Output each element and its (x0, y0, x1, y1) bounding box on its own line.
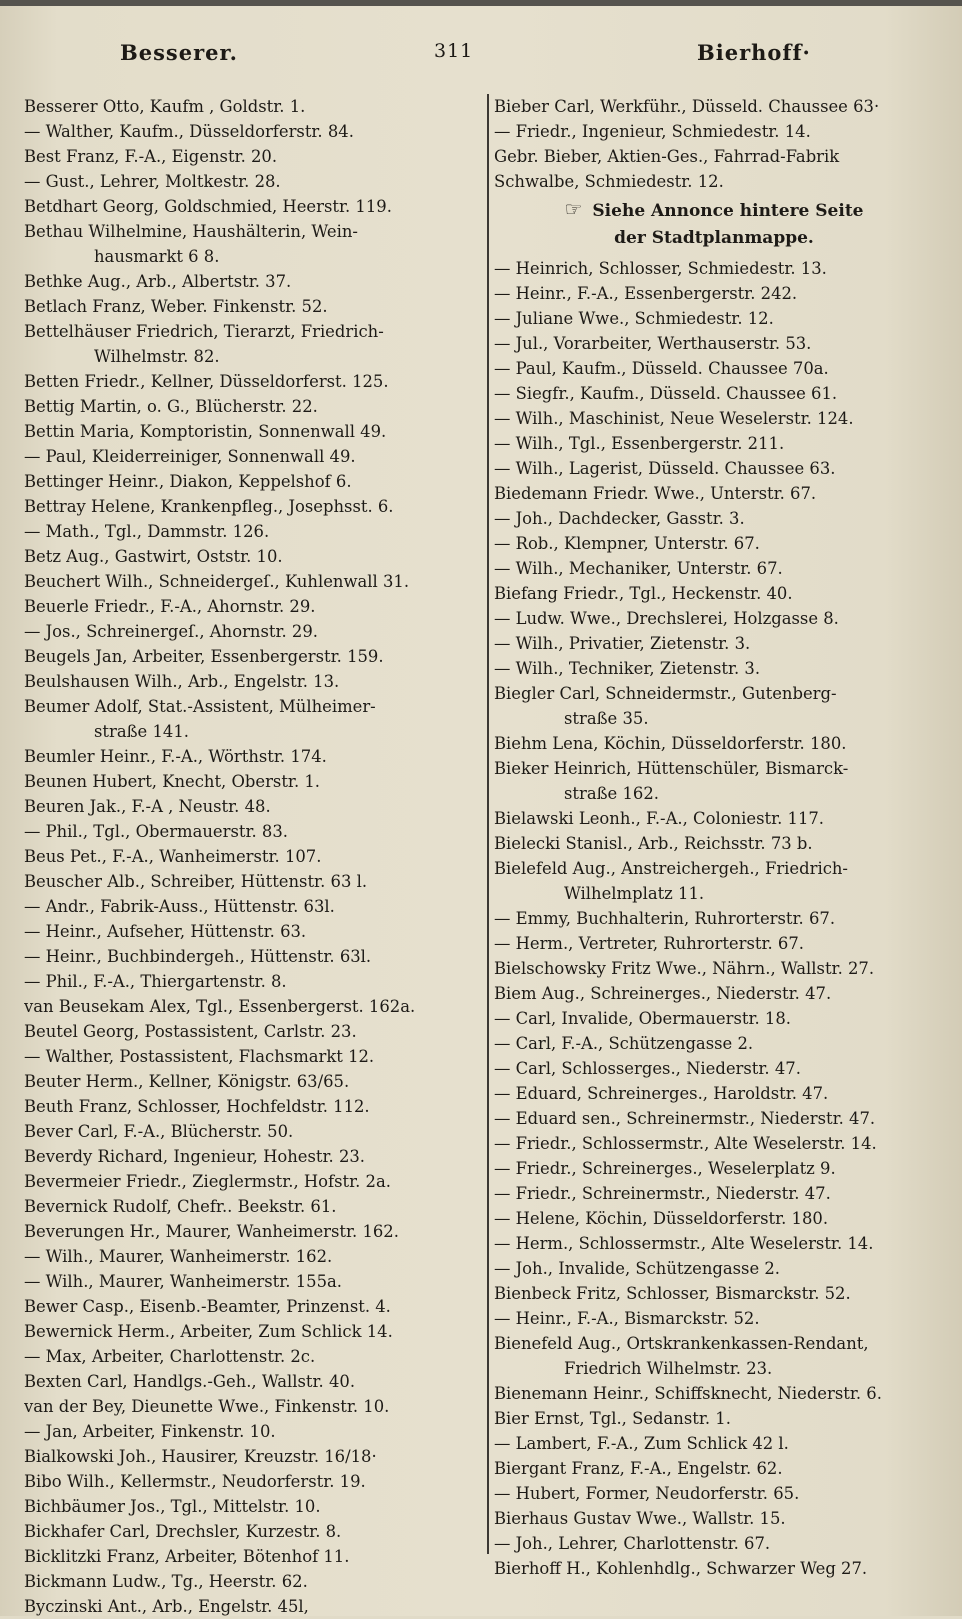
directory-entry: Byczinski Ant., Arb., Engelstr. 45l, (24, 1597, 309, 1616)
directory-entry: Beuter Herm., Kellner, Königstr. 63/65. (24, 1072, 350, 1091)
directory-entry: Beumer Adolf, Stat.-Assistent, Mülheimer- (24, 697, 376, 716)
directory-entry: Biegler Carl, Schneidermstr., Gutenberg- (494, 684, 837, 703)
directory-entry: Beutel Georg, Postassistent, Carlstr. 23. (24, 1022, 357, 1041)
directory-entry: — Rob., Klempner, Unterstr. 67. (494, 534, 760, 553)
directory-entry: Beus Pet., F.-A., Wanheimerstr. 107. (24, 847, 322, 866)
directory-entry: Bettig Martin, o. G., Blücherstr. 22. (24, 397, 318, 416)
right-column (494, 94, 934, 1581)
directory-entry: Bethau Wilhelmine, Haushälterin, Wein- (24, 222, 358, 241)
directory-entry: — Herm., Schlossermstr., Alte Weselerstr. 14. (494, 1234, 874, 1253)
directory-entry: — Carl, F.-A., Schützengasse 2. (494, 1034, 754, 1053)
directory-entry: — Wilh., Tgl., Essenbergerstr. 211. (494, 434, 785, 453)
header-right-keyword: Bierhoff· (697, 40, 811, 65)
directory-entry: — Wilh., Maschinist, Neue Weselerstr. 124. (494, 409, 854, 428)
directory-entry: Biefang Friedr., Tgl., Heckenstr. 40. (494, 584, 793, 603)
directory-entry: — Walther, Postassistent, Flachsmarkt 12. (24, 1047, 375, 1066)
directory-entry: — Wilh., Privatier, Zietenstr. 3. (494, 634, 751, 653)
directory-entry: — Friedr., Schreinerges., Weselerplatz 9. (494, 1159, 836, 1178)
directory-entry: Bever Carl, F.-A., Blücherstr. 50. (24, 1122, 294, 1141)
directory-entry: Gebr. Bieber, Aktien-Ges., Fahrrad-Fabrik (494, 147, 840, 166)
page-number: 311 (434, 40, 474, 62)
directory-entry: Beuchert Wilh., Schneidergeſ., Kuhlenwall 31. (24, 572, 410, 591)
directory-entry: — Siegfr., Kaufm., Düsseld. Chaussee 61. (494, 384, 838, 403)
directory-entry: — Walther, Kaufm., Düsseldorferstr. 84. (24, 122, 354, 141)
directory-entry: Bierhaus Gustav Wwe., Wallstr. 15. (494, 1509, 786, 1528)
directory-entry: Bickhafer Carl, Drechsler, Kurzestr. 8. (24, 1522, 342, 1541)
directory-entry: — Wilh., Lagerist, Düsseld. Chaussee 63. (494, 459, 836, 478)
directory-entry: — Wilh., Techniker, Zietenstr. 3. (494, 659, 761, 678)
directory-entry: — Joh., Invalide, Schützengasse 2. (494, 1259, 781, 1278)
directory-entry: Beuerle Friedr., F.-A., Ahornstr. 29. (24, 597, 316, 616)
directory-entry: straße 162. (564, 784, 659, 803)
directory-entry: Bierhoff H., Kohlenhdlg., Schwarzer Weg 27. (494, 1559, 868, 1578)
directory-entry: — Paul, Kleiderreiniger, Sonnenwall 49. (24, 447, 356, 466)
directory-entry: — Herm., Vertreter, Ruhrorterstr. 67. (494, 934, 804, 953)
directory-entry: — Math., Tgl., Dammstr. 126. (24, 522, 270, 541)
directory-entry: Biem Aug., Schreinerges., Niederstr. 47. (494, 984, 832, 1003)
directory-entry: Bichbäumer Jos., Tgl., Mittelstr. 10. (24, 1497, 321, 1516)
page-header (0, 40, 962, 72)
directory-entry: Bialkowski Joh., Hausirer, Kreuzstr. 16/18· (24, 1447, 377, 1466)
directory-entry: Bienbeck Fritz, Schlosser, Bismarckstr. 52. (494, 1284, 851, 1303)
directory-entry: Bier Ernst, Tgl., Sedanstr. 1. (494, 1409, 731, 1428)
directory-entry: — Lambert, F.-A., Zum Schlick 42 l. (494, 1434, 789, 1453)
directory-entry: — Eduard sen., Schreinermstr., Niederstr. 47. (494, 1109, 876, 1128)
directory-entry: Beumler Heinr., F.-A., Wörthstr. 174. (24, 747, 327, 766)
column-divider (487, 94, 489, 1554)
directory-entry: Bewer Casp., Eisenb.-Beamter, Prinzenst. 4. (24, 1297, 391, 1316)
directory-entry: Beulshausen Wilh., Arb., Engelstr. 13. (24, 672, 340, 691)
right-column-entries (494, 256, 934, 1581)
directory-entry: — Andr., Fabrik-Auss., Hüttenstr. 63l. (24, 897, 335, 916)
directory-entry: Beuscher Alb., Schreiber, Hüttenstr. 63 l. (24, 872, 368, 891)
directory-entry: — Carl, Invalide, Obermauerstr. 18. (494, 1009, 791, 1028)
directory-entry: — Emmy, Buchhalterin, Ruhrorterstr. 67. (494, 909, 836, 928)
directory-entry: — Heinr., Aufseher, Hüttenstr. 63. (24, 922, 307, 941)
directory-entry: Bielschowsky Fritz Wwe., Nährn., Wallstr. 27. (494, 959, 875, 978)
directory-entry: Bieker Heinrich, Hüttenschüler, Bismarck- (494, 759, 849, 778)
directory-entry: Biergant Franz, F.-A., Engelstr. 62. (494, 1459, 783, 1478)
directory-entry: — Max, Arbeiter, Charlottenstr. 2c. (24, 1347, 316, 1366)
directory-entry: — Heinr., Buchbindergeh., Hüttenstr. 63l. (24, 947, 372, 966)
directory-entry: Bielawski Leonh., F.-A., Coloniestr. 117. (494, 809, 825, 828)
directory-entry: Wilhelmstr. 82. (94, 347, 220, 366)
directory-entry: — Phil., Tgl., Obermauerstr. 83. (24, 822, 288, 841)
directory-entry: Betdhart Georg, Goldschmied, Heerstr. 119. (24, 197, 392, 216)
directory-entry: Biedemann Friedr. Wwe., Unterstr. 67. (494, 484, 817, 503)
directory-entry: — Joh., Dachdecker, Gasstr. 3. (494, 509, 745, 528)
directory-entry: — Phil., F.-A., Thiergartenstr. 8. (24, 972, 287, 991)
directory-entry: — Juliane Wwe., Schmiedestr. 12. (494, 309, 774, 328)
right-column-top-entries (494, 94, 934, 194)
directory-entry: Bicklitzki Franz, Arbeiter, Bötenhof 11. (24, 1547, 350, 1566)
directory-entry: — Heinrich, Schlosser, Schmiedestr. 13. (494, 259, 827, 278)
directory-entry: Bibo Wilh., Kellermstr., Neudorferstr. 19. (24, 1472, 366, 1491)
directory-entry: Bienemann Heinr., Schiffsknecht, Niederstr. 6. (494, 1384, 882, 1403)
directory-entry: van der Bey, Dieunette Wwe., Finkenstr. 10. (24, 1397, 390, 1416)
directory-entry: Bettin Maria, Komptoristin, Sonnenwall 49. (24, 422, 387, 441)
directory-entry: Beverungen Hr., Maurer, Wanheimerstr. 162. (24, 1222, 399, 1241)
directory-entry: Betlach Franz, Weber. Finkenstr. 52. (24, 297, 328, 316)
directory-entry: Beugels Jan, Arbeiter, Essenbergerstr. 159. (24, 647, 384, 666)
directory-entry: hausmarkt 6 8. (94, 247, 220, 266)
directory-entry: Bethke Aug., Arb., Albertstr. 37. (24, 272, 292, 291)
directory-entry: Beverdy Richard, Ingenieur, Hohestr. 23. (24, 1147, 366, 1166)
advertisement-notice (494, 196, 934, 252)
directory-entry: — Jos., Schreinergeſ., Ahornstr. 29. (24, 622, 318, 641)
directory-entry: Bielecki Stanisl., Arb., Reichsstr. 73 b. (494, 834, 813, 853)
directory-entry: straße 35. (564, 709, 649, 728)
directory-entry: Bieber Carl, Werkführ., Düsseld. Chaussee 63· (494, 97, 880, 116)
header-left-keyword: Besserer. (120, 40, 238, 65)
directory-entry: — Heinr., F.-A., Essenbergerstr. 242. (494, 284, 798, 303)
directory-entry: Besserer Otto, Kaufm , Goldstr. 1. (24, 97, 306, 116)
notice-line-1: Siehe Annonce hintere Seite (592, 201, 864, 221)
directory-entry: Bevernick Rudolf, Chefr.. Beekstr. 61. (24, 1197, 337, 1216)
directory-entry: Betten Friedr., Kellner, Düsseldorferst. 125. (24, 372, 389, 391)
directory-entry: Bielefeld Aug., Anstreichergeh., Friedrich- (494, 859, 848, 878)
directory-entry: — Jul., Vorarbeiter, Werthauserstr. 53. (494, 334, 812, 353)
directory-entry: — Hubert, Former, Neudorferstr. 65. (494, 1484, 800, 1503)
directory-entry: — Paul, Kaufm., Düsseld. Chaussee 70a. (494, 359, 829, 378)
directory-entry: straße 141. (94, 722, 189, 741)
directory-entry: Bettray Helene, Krankenpfleg., Josephsst. 6. (24, 497, 394, 516)
directory-entry: Bevermeier Friedr., Zieglermstr., Hofstr. 2a. (24, 1172, 391, 1191)
pointing-hand-icon: ☞ (564, 197, 583, 221)
directory-entry: — Gust., Lehrer, Moltkestr. 28. (24, 172, 281, 191)
directory-entry: Friedrich Wilhelmstr. 23. (564, 1359, 773, 1378)
directory-entry: — Helene, Köchin, Düsseldorferstr. 180. (494, 1209, 829, 1228)
directory-entry: — Friedr., Schlossermstr., Alte Weselerstr. 14. (494, 1134, 877, 1153)
directory-entry: van Beusekam Alex, Tgl., Essenbergerst. 162a. (24, 997, 416, 1016)
directory-entry: Beuren Jak., F.-A , Neustr. 48. (24, 797, 271, 816)
directory-entry: — Ludw. Wwe., Drechslerei, Holzgasse 8. (494, 609, 839, 628)
directory-entry: Schwalbe, Schmiedestr. 12. (494, 172, 724, 191)
left-column (24, 94, 470, 1619)
directory-entry: Bienefeld Aug., Ortskrankenkassen-Rendant, (494, 1334, 869, 1353)
directory-entry: Bexten Carl, Handlgs.-Geh., Wallstr. 40. (24, 1372, 356, 1391)
directory-entry: — Friedr., Ingenieur, Schmiedestr. 14. (494, 122, 811, 141)
directory-entry: — Wilh., Mechaniker, Unterstr. 67. (494, 559, 783, 578)
directory-entry: — Eduard, Schreinerges., Haroldstr. 47. (494, 1084, 829, 1103)
directory-entry: Bewernick Herm., Arbeiter, Zum Schlick 14. (24, 1322, 393, 1341)
directory-entry: Bickmann Ludw., Tg., Heerstr. 62. (24, 1572, 308, 1591)
directory-entry: — Joh., Lehrer, Charlottenstr. 67. (494, 1534, 771, 1553)
directory-entry: Bettelhäuser Friedrich, Tierarzt, Friedrich- (24, 322, 384, 341)
directory-entry: — Jan, Arbeiter, Finkenstr. 10. (24, 1422, 276, 1441)
directory-entry: Beuth Franz, Schlosser, Hochfeldstr. 112. (24, 1097, 370, 1116)
directory-entry: — Carl, Schlosserges., Niederstr. 47. (494, 1059, 801, 1078)
directory-entry: Betz Aug., Gastwirt, Oststr. 10. (24, 547, 283, 566)
notice-line-2: der Stadtplanmappe. (614, 228, 814, 248)
directory-entry: — Wilh., Maurer, Wanheimerstr. 155a. (24, 1272, 342, 1291)
scan-top-edge (0, 0, 962, 6)
directory-entry: Bettinger Heinr., Diakon, Keppelshof 6. (24, 472, 352, 491)
directory-entry: Biehm Lena, Köchin, Düsseldorferstr. 180. (494, 734, 847, 753)
directory-entry: — Wilh., Maurer, Wanheimerstr. 162. (24, 1247, 333, 1266)
directory-entry: Best Franz, F.-A., Eigenstr. 20. (24, 147, 278, 166)
directory-entry: Wilhelmplatz 11. (564, 884, 705, 903)
directory-entry: Beunen Hubert, Knecht, Oberstr. 1. (24, 772, 321, 791)
directory-entry: — Friedr., Schreinermstr., Niederstr. 47. (494, 1184, 831, 1203)
directory-entry: — Heinr., F.-A., Bismarckstr. 52. (494, 1309, 760, 1328)
